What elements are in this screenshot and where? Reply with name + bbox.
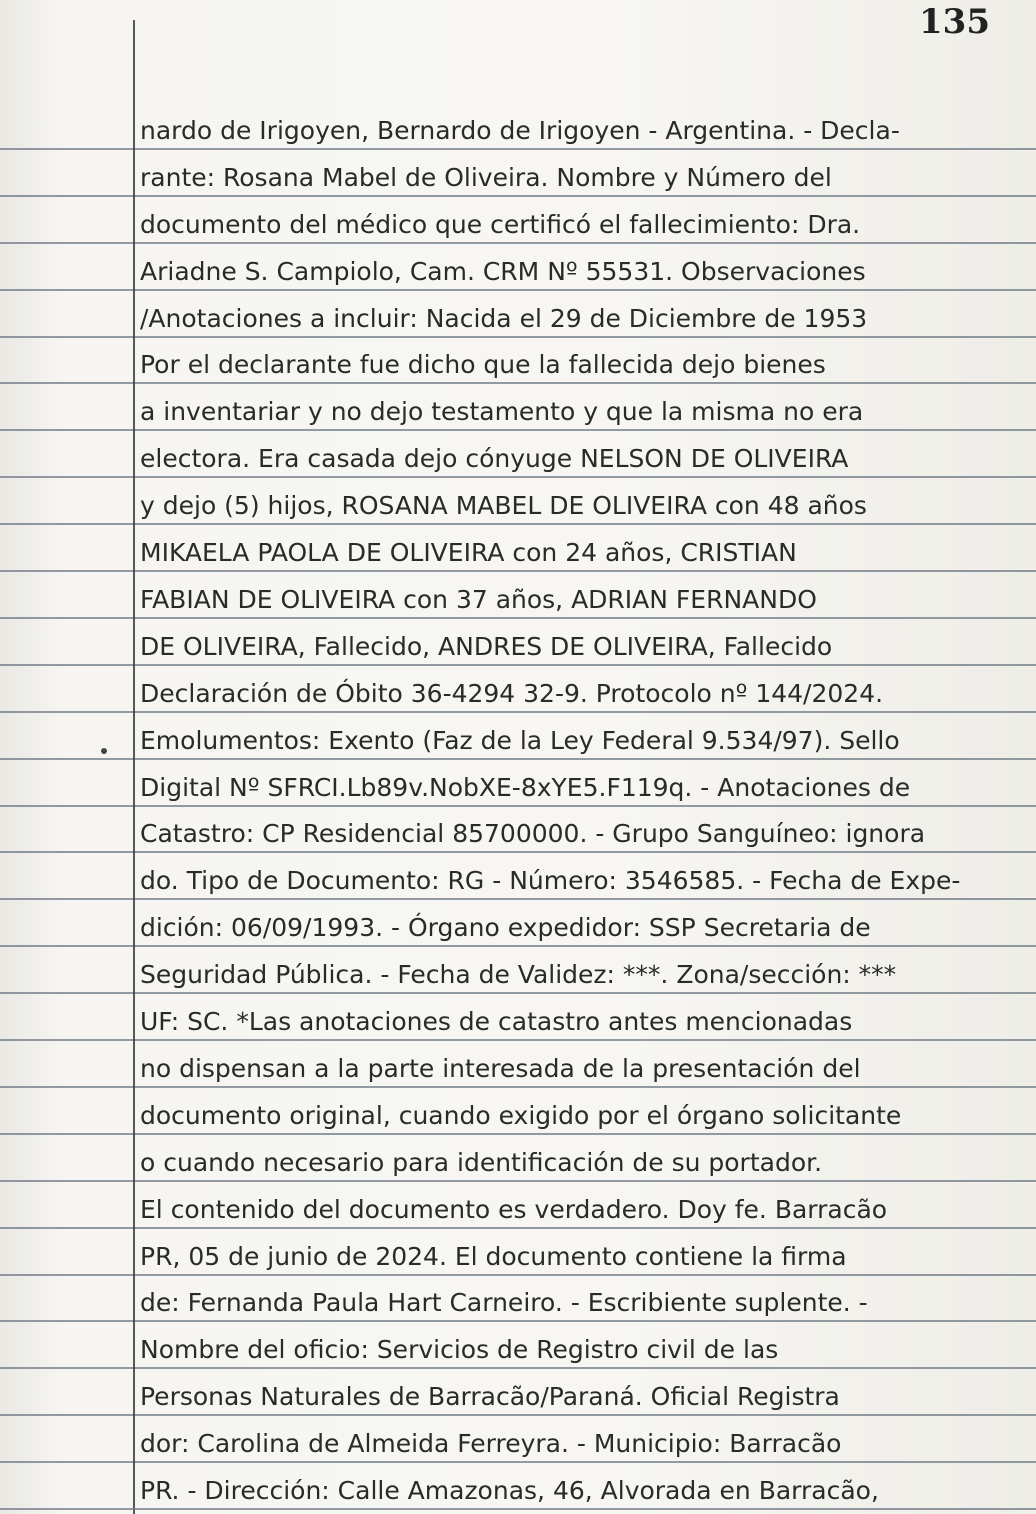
text-line: y dejo (5) hijos, ROSANA MABEL DE OLIVEIRA con 48 años (140, 491, 867, 520)
page-number: 135 (919, 2, 990, 42)
text-line: Ariadne S. Campiolo, Cam. CRM Nº 55531. Observaciones (140, 257, 866, 286)
ruled-line (0, 1508, 1036, 1510)
text-line: El contenido del documento es verdadero. Doy fe. Barracão (140, 1195, 888, 1224)
text-line: Digital Nº SFRCI.Lb89v.NobXE-8xYE5.F119q. - Anotaciones de (140, 773, 911, 802)
text-line: UF: SC. *Las anotaciones de catastro antes mencionadas (140, 1007, 853, 1036)
text-line: MIKAELA PAOLA DE OLIVEIRA con 24 años, CRISTIAN (140, 538, 797, 567)
text-line: a inventariar y no dejo testamento y que la misma no era (140, 397, 864, 426)
text-line: PR, 05 de junio de 2024. El documento contiene la firma (140, 1242, 847, 1271)
text-line: Catastro: CP Residencial 85700000. - Grupo Sanguíneo: ignora (140, 819, 926, 848)
text-line: DE OLIVEIRA, Fallecido, ANDRES DE OLIVEIRA, Fallecido (140, 632, 833, 661)
text-line: /Anotaciones a incluir: Nacida el 29 de Diciembre de 1953 (140, 304, 868, 333)
margin-mark (101, 748, 107, 754)
text-line: no dispensan a la parte interesada de la presentación del (140, 1054, 861, 1083)
margin-line (133, 20, 135, 1514)
text-line: rante: Rosana Mabel de Oliveira. Nombre y Número del (140, 163, 832, 192)
text-line: dor: Carolina de Almeida Ferreyra. - Municipio: Barracão (140, 1429, 842, 1458)
text-line: de: Fernanda Paula Hart Carneiro. - Escribiente suplente. - (140, 1288, 868, 1317)
text-line: electora. Era casada dejo cónyuge NELSON DE OLIVEIRA (140, 444, 849, 473)
text-line: documento del médico que certificó el fallecimiento: Dra. (140, 210, 861, 239)
text-line: Declaración de Óbito 36-4294 32-9. Protocolo nº 144/2024. (140, 679, 884, 708)
text-line: Personas Naturales de Barracão/Paraná. Oficial Registra (140, 1382, 840, 1411)
text-line: Seguridad Pública. - Fecha de Validez: ***. Zona/sección: *** (140, 960, 897, 989)
text-line: o cuando necesario para identificación de su portador. (140, 1148, 823, 1177)
text-line: documento original, cuando exigido por el órgano solicitante (140, 1101, 902, 1130)
text-line: nardo de Irigoyen, Bernardo de Irigoyen - Argentina. - Decla- (140, 116, 900, 145)
text-line: Por el declarante fue dicho que la fallecida dejo bienes (140, 350, 826, 379)
text-line: Nombre del oficio: Servicios de Registro civil de las (140, 1335, 779, 1364)
text-line: dición: 06/09/1993. - Órgano expedidor: SSP Secretaria de (140, 913, 871, 942)
text-line: PR. - Dirección: Calle Amazonas, 46, Alvorada en Barracão, (140, 1476, 879, 1505)
text-line: FABIAN DE OLIVEIRA con 37 años, ADRIAN FERNANDO (140, 585, 817, 614)
text-line: do. Tipo de Documento: RG - Número: 3546585. - Fecha de Expe- (140, 866, 961, 895)
text-line: Emolumentos: Exento (Faz de la Ley Federal 9.534/97). Sello (140, 726, 900, 755)
